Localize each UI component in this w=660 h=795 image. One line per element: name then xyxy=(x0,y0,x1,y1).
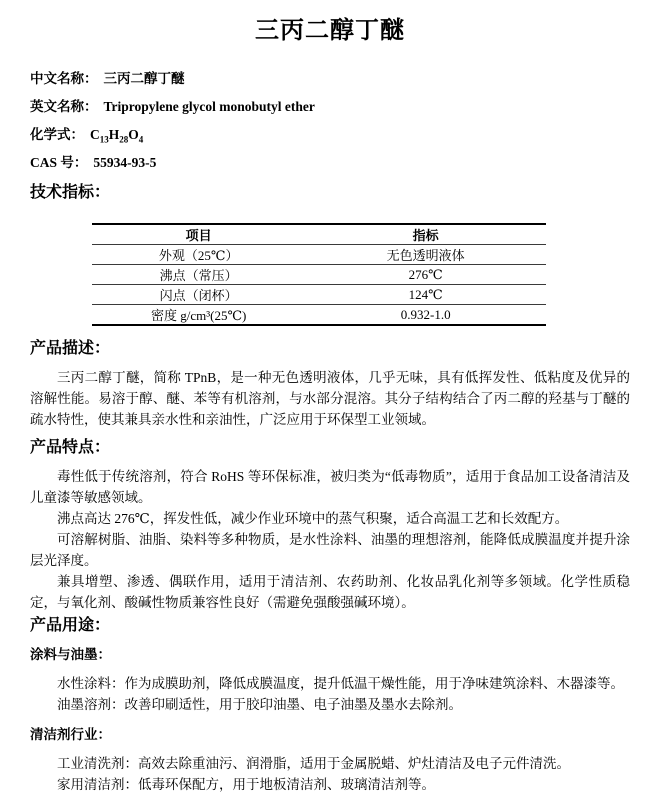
info-line-cas-number xyxy=(30,155,630,171)
section-heading-description: 产品描述： xyxy=(30,340,111,357)
application-item-industrial-cleaner: 工业清洗剂：高效去除重油污、润滑脂，适用于金属脱蜡、炉灶清洁及电子元件清洗。 xyxy=(57,756,570,771)
english-name-label: 英文名称： xyxy=(30,99,98,114)
application-item-waterborne-coatings: 水性涂料：作为成膜助剂，降低成膜温度，提升低温干燥性能，用于净味建筑涂料、木器漆等。 xyxy=(57,676,624,691)
spec-appearance-label: 外观（25℃） xyxy=(92,245,305,265)
info-line-chinese-name xyxy=(30,71,630,87)
spec-density-value: 0.932-1.0 xyxy=(400,306,451,322)
subheading-cleaning-industry: 清洁剂行业： xyxy=(30,727,111,742)
chemical-formula-value: $C_{13}H_{28}O_4$ xyxy=(90,127,144,145)
cas-number-value: 55934-93-5 xyxy=(93,155,157,170)
table-header-row xyxy=(92,224,546,245)
coatings-inks-items xyxy=(30,673,630,715)
page-title: 三丙二醇丁醚 xyxy=(255,17,405,44)
column-header-item: 项目 xyxy=(92,224,305,245)
basic-info-block xyxy=(30,71,630,171)
spec-boiling-point-label: 沸点（常压） xyxy=(92,265,305,285)
chinese-name-value: 三丙二醇丁醚 xyxy=(103,71,185,86)
spec-table xyxy=(92,223,546,326)
spec-appearance-value: 无色透明液体 xyxy=(305,245,546,265)
chemical-formula-label: 化学式： xyxy=(30,127,84,142)
chinese-name-label: 中文名称： xyxy=(30,71,98,86)
section-heading-applications: 产品用途： xyxy=(30,617,111,634)
application-item-ink-solvent: 油墨溶剂：改善印刷适性，用于胶印油墨、电子油墨及墨水去除剂。 xyxy=(57,697,462,712)
section-heading-features: 产品特点： xyxy=(30,439,111,456)
table-row xyxy=(92,265,546,285)
table-row xyxy=(92,305,546,326)
cleaning-industry-items xyxy=(30,753,630,795)
subheading-coatings-inks: 涂料与油墨： xyxy=(30,647,111,662)
spec-density-label: 密度 g/cm³(25℃) xyxy=(151,308,247,323)
section-heading-tech-specs: 技术指标： xyxy=(30,184,111,201)
description-paragraph: 三丙二醇丁醚，简称 TPnB，是一种无色透明液体，几乎无味，具有低挥发性、低粘度及优异的溶解性能。易溶于醇、醚、苯等有机溶剂，与水部分混溶。其分子结构结合了丙二醇的羟基与丁醚的疏水特性，使其兼具亲水性和亲油性，广泛应用于环保型工业领域。 xyxy=(30,370,630,427)
cas-number-label: CAS 号： xyxy=(30,155,88,170)
table-row xyxy=(92,245,546,265)
application-item-household-cleaner: 家用清洁剂：低毒环保配方，用于地板清洁剂、玻璃清洁剂等。 xyxy=(57,777,435,792)
english-name-value: Tripropylene glycol monobutyl ether xyxy=(103,99,315,114)
info-line-english-name xyxy=(30,99,630,115)
spec-flash-point-value: 124℃ xyxy=(305,285,546,305)
column-header-spec: 指标 xyxy=(305,224,546,245)
spec-boiling-point-value: 276℃ xyxy=(305,265,546,285)
feature-paragraph-stability: 兼具增塑、渗透、偶联作用，适用于清洁剂、农药助剂、化妆品乳化剂等多领域。化学性质稳定，与氧化剂、酸碱性物质兼容性良好（需避免强酸强碱环境）。 xyxy=(30,574,630,610)
table-row xyxy=(92,285,546,305)
feature-paragraph-solvency: 可溶解树脂、油脂、染料等多种物质，是水性涂料、油墨的理想溶剂，能降低成膜温度并提升涂层光泽度。 xyxy=(30,532,630,568)
features-block xyxy=(30,466,630,613)
info-line-chemical-formula xyxy=(30,127,630,143)
feature-paragraph-boiling: 沸点高达 276℃，挥发性低，减少作业环境中的蒸气积聚，适合高温工艺和长效配方。 xyxy=(57,511,569,526)
feature-paragraph-toxicity: 毒性低于传统溶剂，符合 RoHS 等环保标准，被归类为“低毒物质”，适用于食品加工设备清洁及儿童漆等敏感领域。 xyxy=(30,469,630,505)
spec-flash-point-label: 闪点（闭杯） xyxy=(92,285,305,305)
